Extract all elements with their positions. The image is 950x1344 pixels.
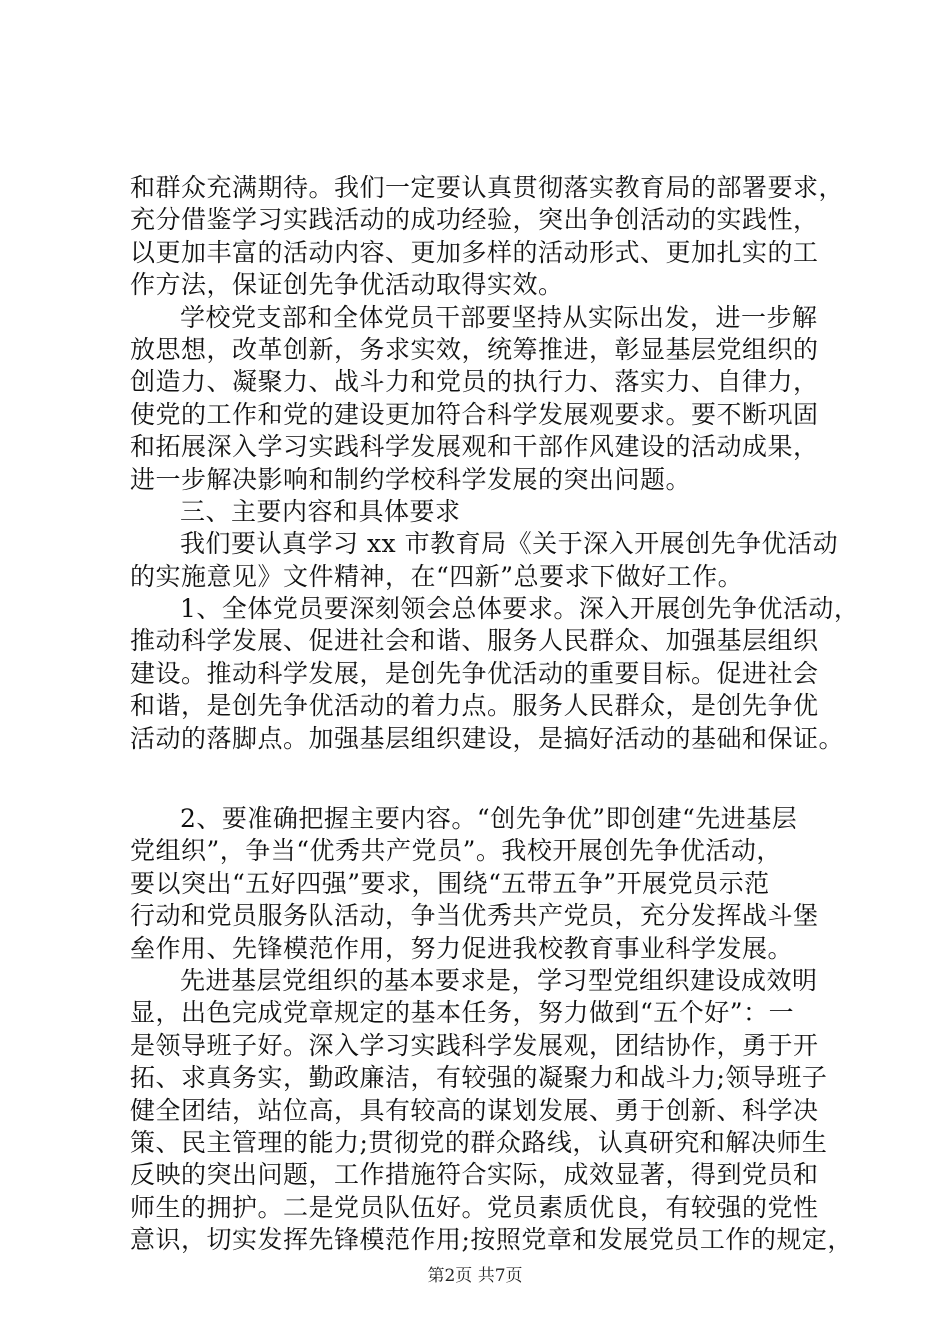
- text-line: 反映的突出问题，工作措施符合实际，成效显著，得到党员和: [130, 1160, 819, 1190]
- text-line: 放思想，改革创新，务求实效，统筹推进，彰显基层党组织的: [130, 334, 819, 364]
- text-line: 作方法，保证创先争优活动取得实效。: [130, 270, 564, 300]
- text-line: 学校党支部和全体党员干部要坚持从实际出发，进一步解: [180, 302, 818, 332]
- document-body: [130, 172, 860, 1257]
- text-line: 垒作用、先锋模范作用，努力促进我校教育事业科学发展。: [130, 933, 794, 963]
- text-line: 和拓展深入学习实践科学发展观和干部作风建设的活动成果，: [130, 432, 819, 462]
- text-line: 2、要准确把握主要内容。“创先争优”即创建“先进基层: [180, 804, 798, 834]
- text-line: 活动的落脚点。加强基层组织建设，是搞好活动的基础和保证。: [130, 723, 845, 753]
- text-line: 健全团结，站位高，具有较高的谋划发展、勇于创新、科学决: [130, 1095, 819, 1125]
- page-number-footer: 第2页 共7页: [427, 1266, 523, 1286]
- paragraph-gap: [130, 755, 840, 803]
- text-line: 建设。推动科学发展，是创先争优活动的重要目标。促进社会: [130, 658, 819, 688]
- text-line: 推动科学发展、促进社会和谐、服务人民群众、加强基层组织: [130, 626, 819, 656]
- text-line: 要以突出“五好四强”要求，围绕“五带五争”开展党员示范: [130, 868, 770, 898]
- text-line: 以更加丰富的活动内容、更加多样的活动形式、更加扎实的工: [130, 237, 819, 267]
- text-line: 1、全体党员要深刻领会总体要求。深入开展创先争优活动，: [180, 594, 860, 624]
- text-line: 进一步解决影响和制约学校科学发展的突出问题。: [130, 464, 692, 494]
- text-line: 行动和党员服务队活动，争当优秀共产党员，充分发挥战斗堡: [130, 901, 819, 931]
- section-heading: 三、主要内容和具体要求: [180, 496, 461, 526]
- text-line: 拓、求真务实，勤政廉洁，有较强的凝聚力和战斗力;领导班子: [130, 1063, 828, 1093]
- text-line: 是领导班子好。深入学习实践科学发展观，团结协作，勇于开: [130, 1030, 819, 1060]
- text-line: 的实施意见》文件精神，在“四新”总要求下做好工作。: [130, 561, 744, 591]
- text-line: 党组织”，争当“优秀共产党员”。我校开展创先争优活动，: [130, 836, 782, 866]
- text-line: 先进基层党组织的基本要求是，学习型党组织建设成效明: [180, 965, 818, 995]
- text-line: 策、民主管理的能力;贯彻党的群众路线，认真研究和解决师生: [130, 1127, 828, 1157]
- text-line: 使党的工作和党的建设更加符合科学发展观要求。要不断巩固: [130, 399, 819, 429]
- text-line: 我们要认真学习 xx 市教育局《关于深入开展创先争优活动: [180, 529, 839, 559]
- text-line: 创造力、凝聚力、战斗力和党员的执行力、落实力、自律力，: [130, 367, 819, 397]
- text-line: 和群众充满期待。我们一定要认真贯彻落实教育局的部署要求，: [130, 173, 845, 202]
- text-line: 意识，切实发挥先锋模范作用;按照党章和发展党员工作的规定，: [130, 1225, 853, 1255]
- text-line: 充分借鉴学习实践活动的成功经验，突出争创活动的实践性，: [130, 205, 819, 235]
- text-line: 显，出色完成党章规定的基本任务，努力做到“五个好”：一: [130, 998, 795, 1028]
- text-line: 和谐，是创先争优活动的着力点。服务人民群众，是创先争优: [130, 691, 819, 721]
- text-line: 师生的拥护。二是党员队伍好。党员素质优良，有较强的党性: [130, 1192, 819, 1222]
